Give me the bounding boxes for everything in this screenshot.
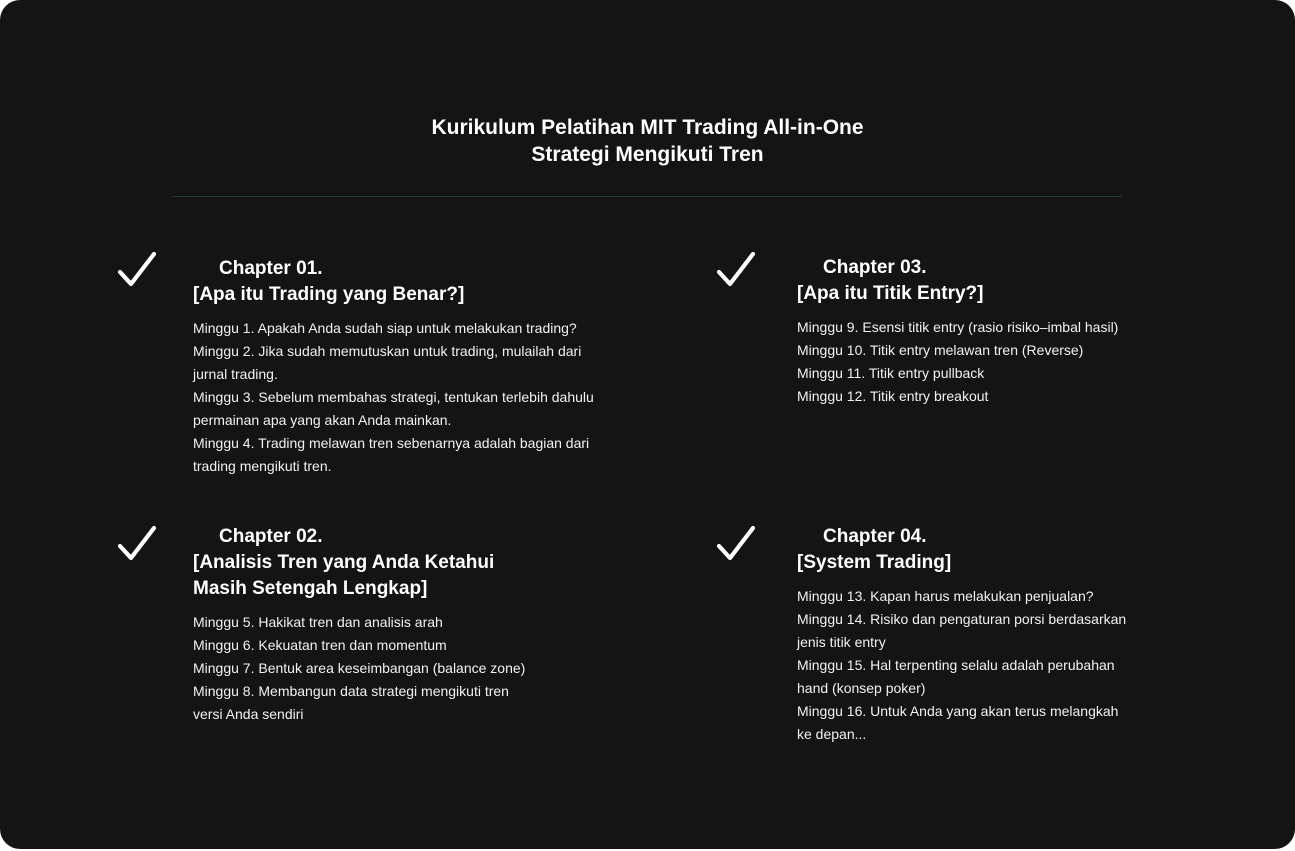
chapter-title [797,281,1118,307]
chapter-number: Chapter 01. [219,258,323,279]
week-line: Minggu 16. Untuk Anda yang akan terus melangkah [797,703,1119,719]
chapter-title [797,550,1126,576]
title-divider [172,196,1122,197]
chapter-number: Chapter 03. [823,257,927,278]
week-line: Minggu 4. Trading melawan tren sebenarnya adalah bagian dari [193,435,590,451]
week-line: Minggu 7. Bentuk area keseimbangan (balance zone) [193,660,526,676]
chapter-week-list [797,585,1126,746]
week-line: trading mengikuti tren. [193,458,332,474]
week-line: hand (konsep poker) [797,680,926,696]
chapter-title [193,282,594,308]
checkmark-icon [116,524,158,566]
week-line: Minggu 10. Titik entry melawan tren (Reverse) [797,342,1084,358]
week-line: ke depan... [797,726,867,742]
chapter-03 [797,255,1118,408]
week-line: versi Anda sendiri [193,706,304,722]
chapter-title-line: [Apa itu Trading yang Benar?] [193,284,465,305]
week-line: permainan apa yang akan Anda mainkan. [193,412,452,428]
week-line: Minggu 6. Kekuatan tren dan momentum [193,637,447,653]
week-line: Minggu 15. Hal terpenting selalu adalah perubahan [797,657,1115,673]
week-line: Minggu 1. Apakah Anda sudah siap untuk melakukan trading? [193,320,577,336]
week-line: jurnal trading. [193,366,278,382]
chapter-title-line: Masih Setengah Lengkap] [193,578,428,599]
week-line: Minggu 5. Hakikat tren dan analisis arah [193,614,443,630]
chapter-title-line: [Analisis Tren yang Anda Ketahui [193,552,495,573]
week-line: Minggu 13. Kapan harus melakukan penjualan? [797,588,1094,604]
chapter-week-list [193,317,594,478]
page-title-line-2: Strategi Mengikuti Tren [531,143,764,166]
week-line: jenis titik entry [797,634,886,650]
checkmark-icon [715,524,757,566]
checkmark-icon [715,250,757,292]
week-line: Minggu 12. Titik entry breakout [797,388,989,404]
week-line: Minggu 3. Sebelum membahas strategi, tentukan terlebih dahulu [193,389,594,405]
chapter-week-list [797,316,1118,408]
week-line: Minggu 8. Membangun data strategi mengikuti tren [193,683,509,699]
chapter-04 [797,524,1126,746]
week-line: Minggu 14. Risiko dan pengaturan porsi berdasarkan [797,611,1127,627]
chapter-week-list [193,611,525,726]
chapter-title-line: [System Trading] [797,552,952,573]
checkmark-icon [116,250,158,292]
week-line: Minggu 11. Titik entry pullback [797,365,985,381]
chapter-number: Chapter 04. [823,526,927,547]
chapter-number: Chapter 02. [219,526,323,547]
chapter-02 [193,524,525,726]
chapter-title-line: [Apa itu Titik Entry?] [797,283,984,304]
chapter-title [193,550,525,602]
week-line: Minggu 9. Esensi titik entry (rasio risiko–imbal hasil) [797,319,1119,335]
chapter-01 [193,256,594,478]
page-title-line-1: Kurikulum Pelatihan MIT Trading All-in-One [431,116,864,139]
page-title [0,114,1295,168]
week-line: Minggu 2. Jika sudah memutuskan untuk trading, mulailah dari [193,343,582,359]
